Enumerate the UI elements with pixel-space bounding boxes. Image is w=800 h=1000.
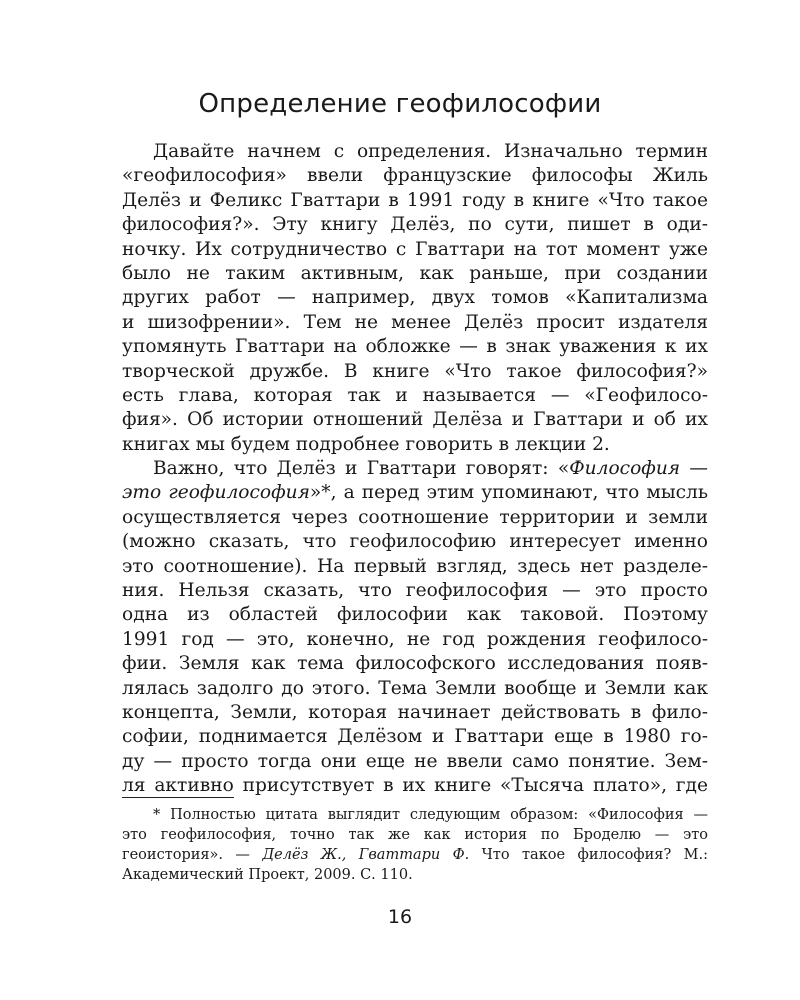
text-line: [122, 481, 708, 505]
text-line: осуществляется через соотношение территории и земли: [122, 506, 708, 528]
footnote-line: * Полностью цитата выглядит следующим образом: «Философия —: [153, 807, 708, 823]
text-line: книгах мы будем подробнее говорить в лекции 2.: [122, 433, 610, 455]
text-line: [122, 457, 708, 481]
text-line: 1991 год — это, конечно, не год рождения геофилосо-: [122, 628, 708, 650]
text-line: софии, поднимается Делёзом и Гваттари еще в 1980 го-: [122, 726, 708, 748]
text-line: было не таким активным, как раньше, при создании: [122, 262, 708, 284]
text-line: это соотношение). На первый взгляд, здесь нет разделе-: [122, 555, 708, 577]
chapter-title: Определение геофилософии: [198, 89, 602, 119]
text-line: ночку. Их сотрудничество с Гваттари на тот момент уже: [122, 238, 708, 260]
text-line: ду — просто тогда они еще не ввели само понятие. Зем-: [122, 750, 708, 772]
text-run: Важно, что Делёз и Гваттари говорят: «: [153, 458, 570, 480]
text-line: Делёз и Феликс Гваттари в 1991 году в книге «Что такое: [122, 189, 708, 211]
text-line: концепта, Земли, которая начинает действовать в фило-: [122, 701, 708, 723]
text-line: философия?». Эту книгу Делёз, по сути, пишет в оди-: [122, 214, 708, 236]
text-line: и шизофрении». Тем не менее Делёз просит издателя: [122, 311, 708, 333]
text-line: (можно сказать, что геофилософию интересует именно: [122, 531, 708, 553]
text-run: Что такое философия? М.:: [469, 847, 708, 863]
text-line: творческой дружбе. В книге «Что такое философия?»: [122, 360, 708, 382]
italic-quote: это геофилософия: [122, 482, 310, 504]
italic-quote: Философия —: [569, 458, 708, 480]
text-run: »*, а перед этим упоминают, что мысль: [309, 482, 708, 504]
text-line: Давайте начнем с определения. Изначально термин: [153, 141, 708, 162]
text-line: одна из областей философии как таковой. Поэтому: [122, 604, 708, 626]
text-line: фия». Об истории отношений Делёза и Гваттари и об их: [122, 409, 708, 431]
text-line: фии. Земля как тема философского исследования появ-: [122, 653, 708, 675]
page-number: 16: [387, 906, 413, 928]
text-line: ния. Нельзя сказать, что геофилософия — это просто: [122, 580, 708, 602]
text-line: упомянуть Гваттари на обложке — в знак уважения к их: [122, 336, 708, 358]
paragraph: [122, 457, 708, 798]
footnote-line: [122, 845, 708, 865]
italic-authors: Делёз Ж., Гваттари Ф.: [262, 847, 470, 863]
paragraph: [122, 140, 708, 457]
footnote-line: это геофилософия, точно так же как история по Броделю — это: [122, 827, 708, 843]
body-text: [122, 140, 708, 799]
footnote-line: Академический Проект, 2009. С. 110.: [122, 867, 413, 883]
footnote-divider: [122, 797, 234, 798]
text-line: других работ — например, двух томов «Капитализма: [122, 287, 708, 309]
text-run: геоистория». —: [122, 847, 263, 863]
text-line: «геофилософия» ввели французские философы Жиль: [122, 165, 708, 187]
text-line: есть глава, которая так и называется — «Геофилосо-: [122, 384, 708, 406]
text-line: лялась задолго до этого. Тема Земли вообще и Земли как: [122, 677, 708, 699]
text-line: ля активно присутствует в их книге «Тысяча плато», где: [122, 775, 708, 797]
footnote: [122, 805, 708, 885]
